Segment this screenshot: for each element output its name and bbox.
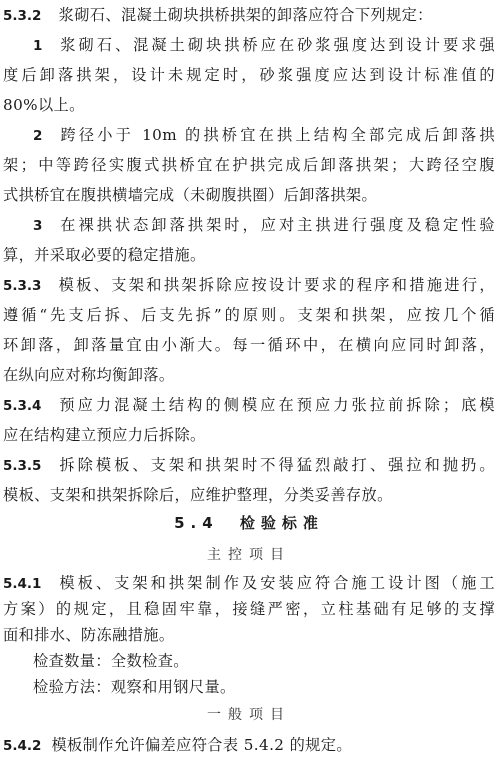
section-5-4-heading xyxy=(0,508,498,538)
clause-text: 浆砌石、混凝土砌块拱桥拱架的卸落应符合下列规定： xyxy=(58,6,433,24)
clause-5-3-2-item-2-line-3: 式拱桥宜在腹拱横墙完成（未砌腹拱圈）后卸落拱架。 xyxy=(3,186,378,204)
clause-number: 5.4.1 xyxy=(3,576,42,592)
clause-5-3-3-line-4: 在纵向应对称均衡卸落。 xyxy=(3,366,175,384)
item-text: 浆砌石、混凝土砌块拱桥应在砂浆强度达到设计要求强 xyxy=(60,36,495,54)
clause-5-3-5-line-2: 模板、支架和拱架拆除后，应维护整理，分类妥善存放。 xyxy=(3,486,393,504)
clause-number: 5.3.2 xyxy=(3,8,42,24)
main-control-items-heading: 主控项目 xyxy=(207,547,291,563)
item-index: 3 xyxy=(33,218,43,234)
check-method: 检验方法：观察和用钢尺量。 xyxy=(33,678,236,696)
clause-5-3-2-item-1-line-3: 80%以上。 xyxy=(3,96,85,114)
clause-5-3-2-item-1-line-2: 度后卸落拱架，设计未规定时，砂浆强度应达到设计标准值的 xyxy=(3,66,495,84)
clause-5-4-1-line-2: 方案）的规定，且稳固牢靠，接缝严密，立柱基础有足够的支撑 xyxy=(3,600,495,618)
clause-number: 5.3.5 xyxy=(3,458,42,474)
clause-5-3-3-line-1 xyxy=(3,270,495,300)
item-text: 在裸拱状态卸落拱架时，应对主拱进行强度及稳定性验 xyxy=(60,216,495,234)
clause-5-3-3-line-2: 遵循“先支后拆、后支先拆”的原则。支架和拱架，应按几个循 xyxy=(3,306,495,324)
check-quantity: 检查数量：全数检查。 xyxy=(33,652,189,670)
clause-5-3-4-line-1 xyxy=(3,390,495,420)
clause-5-3-4-line-2: 应在结构建立预应力后拆除。 xyxy=(3,426,206,444)
clause-5-4-2-line-1 xyxy=(3,730,495,760)
item-index: 2 xyxy=(33,128,43,144)
item-index: 1 xyxy=(33,38,43,54)
clause-5-3-2-item-1-line-1 xyxy=(33,30,495,60)
clause-5-3-5-line-1 xyxy=(3,450,495,480)
clause-5-3-2-item-3-line-1 xyxy=(33,210,495,240)
clause-5-3-2-item-3-line-2: 算，并采取必要的稳定措施。 xyxy=(3,246,206,264)
clause-number: 5.3.4 xyxy=(3,398,42,414)
clause-5-4-1-line-3: 面和排水、防冻融措施。 xyxy=(3,626,175,644)
clause-number: 5.4.2 xyxy=(3,738,42,754)
clause-5-3-2-item-2-line-2: 架；中等跨径实腹式拱桥宜在护拱完成后卸落拱架；大跨径空腹 xyxy=(3,156,495,174)
general-items-heading: 一般项目 xyxy=(207,707,291,723)
item-text: 跨径小于 10m 的拱桥宜在拱上结构全部完成后卸落拱 xyxy=(60,126,495,144)
clause-number: 5.3.3 xyxy=(3,278,42,294)
clause-5-3-3-line-3: 环卸落，卸落量宜由小渐大。每一循环中，在横向应同时卸落， xyxy=(3,336,495,354)
clause-text: 拆除模板、支架和拱架时不得猛烈敲打、强拉和抛扔。 xyxy=(59,456,495,474)
clause-text: 模板制作允许偏差应符合表 5.4.2 的规定。 xyxy=(51,736,352,754)
clause-5-3-2-heading xyxy=(3,0,495,30)
section-title: 检验标准 xyxy=(239,514,324,532)
clause-text: 模板、支架和拱架制作及安装应符合施工设计图（施工 xyxy=(59,574,495,592)
clause-text: 模板、支架和拱架拆除应按设计要求的程序和措施进行， xyxy=(58,276,496,294)
clause-text: 预应力混凝土结构的侧模应在预应力张拉前拆除；底模 xyxy=(59,396,495,414)
section-number: 5.4 xyxy=(174,514,219,532)
clause-5-3-2-item-2-line-1 xyxy=(33,120,495,150)
